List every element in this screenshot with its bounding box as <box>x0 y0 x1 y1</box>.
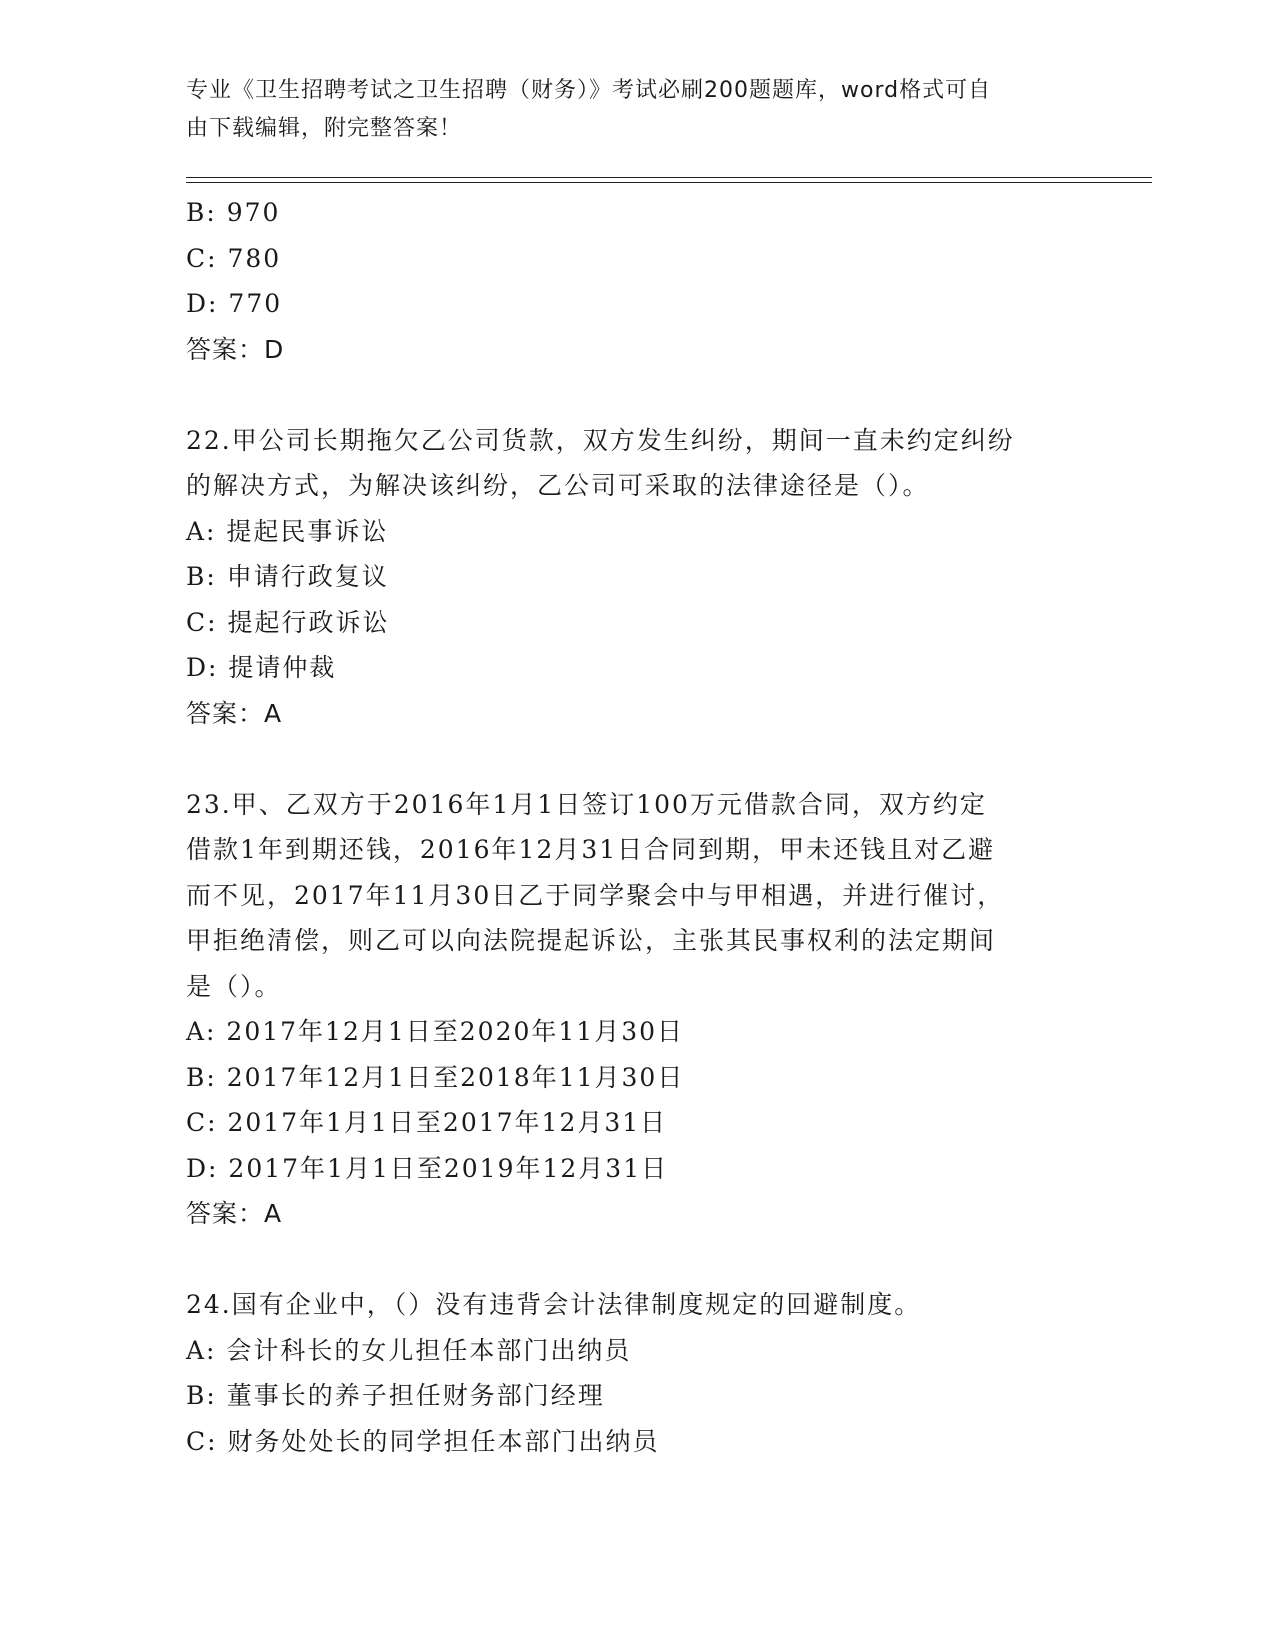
option-c: C: 财务处处长的同学担任本部门出纳员 <box>186 1426 660 1456</box>
question-text-line: 24.国有企业中，（）没有违背会计法律制度规定的回避制度。 <box>186 1290 922 1319</box>
header-divider-top <box>186 177 1152 178</box>
question-text-line: 23.甲、乙双方于2016年1月1日签订100万元借款合同，双方约定 <box>186 789 987 819</box>
option-b: B: 2017年12月1日至2018年11月30日 <box>186 1062 685 1092</box>
option-c: C: 提起行政诉讼 <box>186 607 390 637</box>
question-text-line: 而不见，2017年11月30日乙于同学聚会中与甲相遇，并进行催讨， <box>186 880 1005 910</box>
option-a: A: 2017年12月1日至2020年11月30日 <box>186 1017 685 1046</box>
document-header <box>186 72 1086 148</box>
header-line-1: 专业《卫生招聘考试之卫生招聘（财务）》考试必刷200题题库，word格式可自 <box>186 78 992 103</box>
option-d: D: 2017年1月1日至2019年12月31日 <box>186 1153 669 1183</box>
option-b: B: 董事长的养子担任财务部门经理 <box>186 1381 605 1410</box>
question-text-line: 22.甲公司长期拖欠乙公司货款，双方发生纠纷，期间一直未约定纠纷 <box>186 425 1015 455</box>
option-d: D: 提请仲裁 <box>186 653 337 682</box>
question-block-21 <box>186 190 1086 372</box>
question-text-line: 甲拒绝清偿，则乙可以向法院提起诉讼，主张其民事权利的法定期间 <box>186 926 997 955</box>
question-block-24 <box>186 1282 1086 1464</box>
option-b: B: 970 <box>186 198 281 227</box>
option-a: A: 会计科长的女儿担任本部门出纳员 <box>186 1335 632 1365</box>
question-block-22 <box>186 418 1086 737</box>
answer-line: 答案：A <box>186 698 283 728</box>
option-c: C: 2017年1月1日至2017年12月31日 <box>186 1108 668 1137</box>
option-d: D: 770 <box>186 289 283 318</box>
header-divider-bottom <box>186 182 1152 183</box>
option-c: C: 780 <box>186 243 282 273</box>
option-b: B: 申请行政复议 <box>186 562 389 591</box>
question-text-line: 是（）。 <box>186 971 282 1001</box>
answer-line: 答案：D <box>186 334 285 364</box>
header-line-2: 由下载编辑，附完整答案！ <box>186 116 463 141</box>
answer-line: 答案：A <box>186 1199 283 1228</box>
question-text-line: 借款1年到期还钱，2016年12月31日合同到期，甲未还钱且对乙避 <box>186 835 996 864</box>
option-a: A: 提起民事诉讼 <box>186 516 389 546</box>
document-body <box>186 190 1086 1464</box>
question-block-23 <box>186 782 1086 1237</box>
question-text-line: 的解决方式，为解决该纠纷，乙公司可采取的法律途径是（）。 <box>186 471 930 500</box>
